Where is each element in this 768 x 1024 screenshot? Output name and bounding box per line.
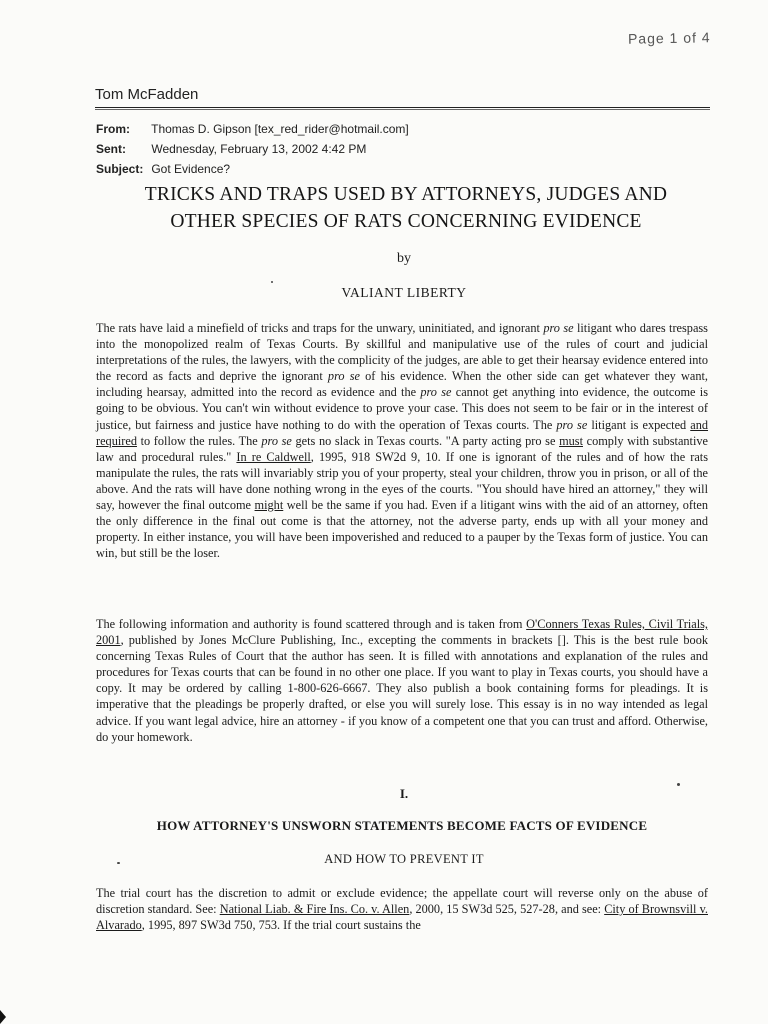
underlined-run: might <box>254 498 284 513</box>
paragraph-3 <box>96 885 708 933</box>
text-run: to follow the rules. The <box>136 433 262 448</box>
italic-run: pro se <box>543 321 574 335</box>
author-name: VALIANT LIBERTY <box>341 285 467 300</box>
case-citation: City of Brownsvill v. Alvarado <box>96 902 708 933</box>
section-subtitle: AND HOW TO PREVENT IT <box>324 852 484 866</box>
scan-speck <box>677 783 680 786</box>
text-run: The rats have laid a minefield of tricks and traps for the unwary, uninitiated, and ignorant <box>96 321 544 335</box>
italic-run: pro se <box>327 369 360 384</box>
text-run: well be the same if you had. Even if a litigant wins with the aid of an attorney, often the only difference in the final out come is that the attorney, not the adverse party, ends up with all your money and property. In either instance, you will have been impoverished and reduced to a pauper by the Texas form of justice. You can win, but still be the loser. <box>96 498 709 561</box>
text-run: litigant who dares trespass into the monopolized realm of Texas Courts. By skillful and manipulative use of the rules of court and judicial interpretations of the rules, the lawyers, with the complicity of the judges, are able to get their hearsay evidence entered into the record as facts and deprive the ignorant <box>96 321 708 384</box>
text-run: The following information and authority is found scattered through and is taken from <box>96 617 527 631</box>
sent-value: Wednesday, February 13, 2002 4:42 PM <box>151 142 367 156</box>
case-citation: In re Caldwell <box>236 449 311 464</box>
scan-speck <box>117 862 120 864</box>
text-run: , 1995, 897 SW3d 750, 753. If the trial court sustains the <box>141 918 421 933</box>
underlined-run: must <box>559 433 583 448</box>
header-rule-thin <box>95 109 710 110</box>
from-label: From: <box>96 122 130 136</box>
sent-label: Sent: <box>96 142 126 156</box>
text-run: cannot get anything into evidence, the outcome is going to be obvious. You can't win without evidence to prove your case. This does not seem to be fair or in the interest of justice, but fairness and justice have nothing to do with the operation of Texas courts. The <box>96 385 708 432</box>
section-title: HOW ATTORNEY'S UNSWORN STATEMENTS BECOME FACTS OF EVIDENCE <box>156 818 648 833</box>
title-line-1: TRICKS AND TRAPS USED BY ATTORNEYS, JUDGES AND <box>144 184 668 205</box>
email-sent-row <box>96 142 366 156</box>
text-run: comply with substantive law and procedural rules." <box>96 433 708 464</box>
book-citation: O'Conners Texas Rules, Civil Trials, 2001 <box>96 617 708 648</box>
text-run: , published by Jones McClure Publishing, Inc., excepting the comments in brackets []. This is the best rule book concerning Texas Rules of Court that the author has seen. It is filled with annotations and explanation of the rules and procedures for Texas courts that can be found in no other one place. If you want to play in Texas courts, you should have a copy. It may be ordered by calling 1-800-626-6667. They also publish a book containing forms for pleadings. It is imperative that the pleadings be properly drafted, or else you will surely lose. This essay is in no way intended as legal advice. If you want legal advice, hire an attorney - if you know of a competent one that you can trust and afford. Otherwise, do your homework. <box>96 633 708 744</box>
document-title <box>96 181 716 235</box>
from-value: Thomas D. Gipson [tex_red_rider@hotmail.com] <box>151 122 409 136</box>
subject-value: Got Evidence? <box>151 162 231 176</box>
italic-run: pro se <box>420 385 452 400</box>
scan-corner-mark <box>0 1010 6 1024</box>
header-rule <box>95 107 710 108</box>
page-number: Page 1 of 4 <box>627 29 711 47</box>
scan-speck <box>271 281 273 283</box>
email-from-row <box>96 122 409 136</box>
underlined-run: and required <box>96 417 709 448</box>
italic-run: pro se <box>261 433 292 448</box>
subject-label: Subject: <box>96 162 144 176</box>
sender-name: Tom McFadden <box>95 86 199 103</box>
text-run: gets no slack in Texas courts. "A party acting pro se <box>291 433 560 448</box>
text-run: litigant is expected <box>587 417 691 432</box>
text-run: of his evidence. When the other side can get whatever they want, including hearsay, admitted into the record as evidence and the <box>96 369 708 400</box>
italic-run: pro se <box>556 417 588 432</box>
text-run: , 1995, 918 SW2d 9, 10. If one is ignorant of the rules and of how the rats manipulate the rules, the rats will invariably strip you of your property, steal your children, throw you in prison, or all of the above. And the rats will have done nothing wrong in the eyes of the courts. "You should have hired an attorney," they will say, however the final outcome <box>96 449 708 513</box>
text-run: The trial court has the discretion to admit or exclude evidence; the appellate court will reverse only on the abuse of discretion standard. See: <box>96 886 708 917</box>
byline-by: by <box>397 251 411 266</box>
email-subject-row <box>96 162 230 176</box>
title-line-2: OTHER SPECIES OF RATS CONCERNING EVIDENCE <box>170 211 642 232</box>
paragraph-1 <box>96 320 708 561</box>
section-number: I. <box>399 786 409 801</box>
case-citation: National Liab. & Fire Ins. Co. v. Allen <box>219 902 410 917</box>
paragraph-2 <box>96 616 708 745</box>
text-run: , 2000, 15 SW3d 525, 527-28, and see: <box>409 902 605 917</box>
